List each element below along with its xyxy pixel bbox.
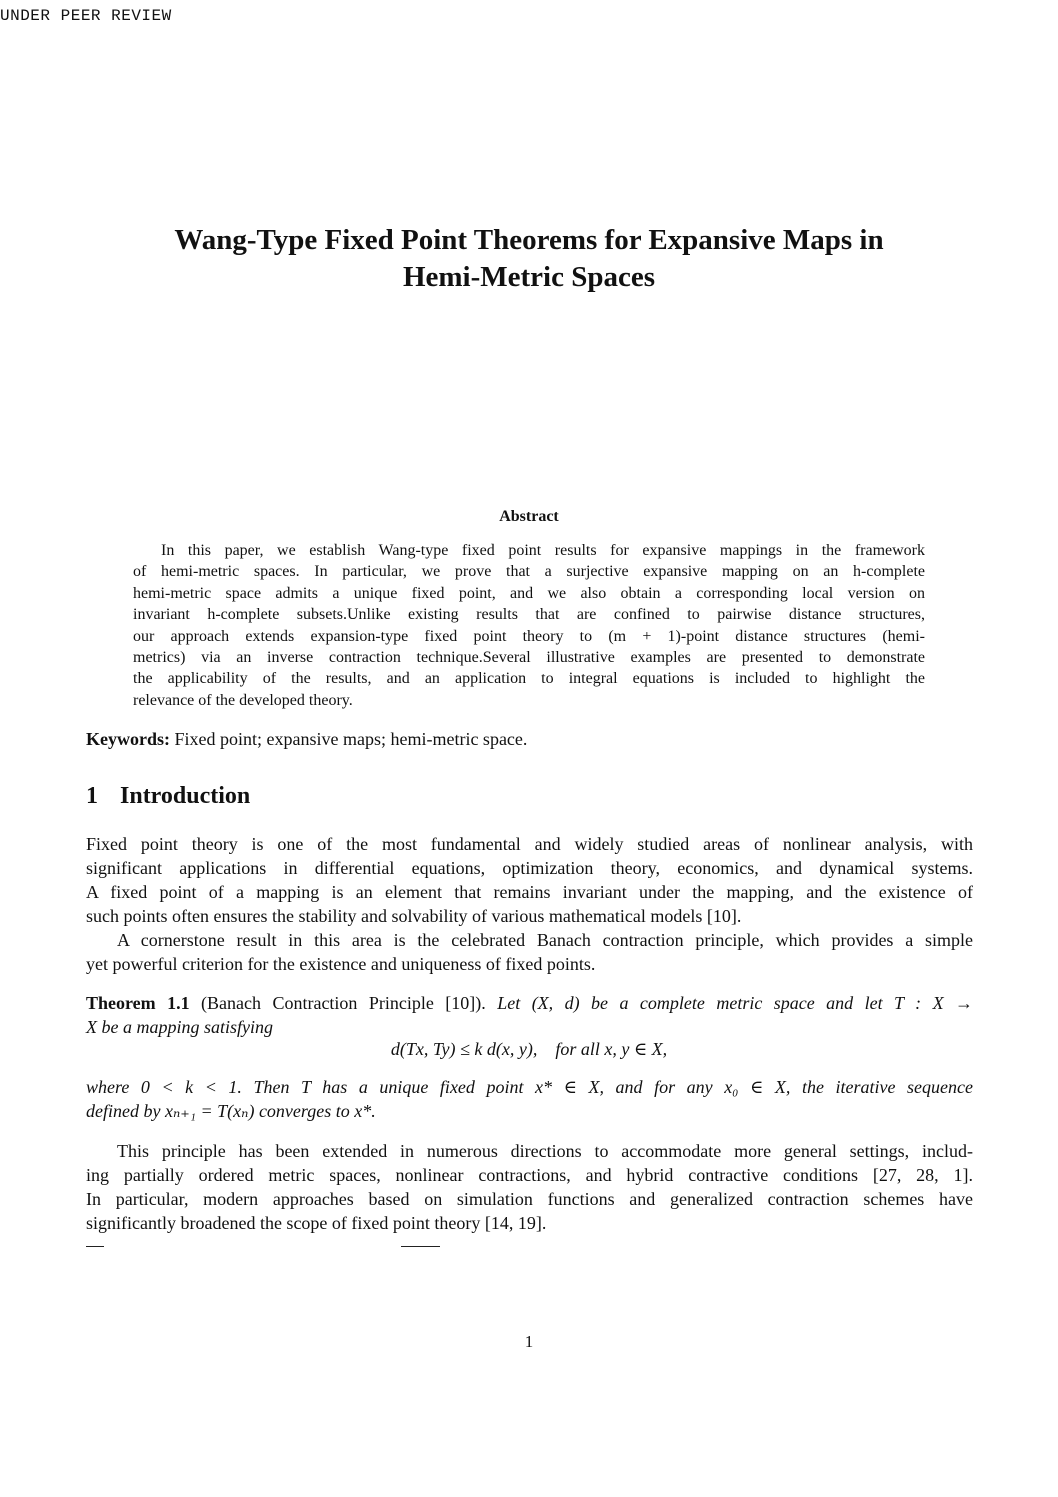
section-heading: [86, 783, 250, 810]
keywords-text: Fixed point; expansive maps; hemi-metric space.: [174, 729, 528, 749]
abstract-line: the applicability of the results, and an application to integral equations is included to highlight the: [133, 670, 925, 688]
abstract-line: invariant h-complete subsets.Unlike existing results that are confined to pairwise distance structures,: [133, 606, 925, 624]
abstract-line: metrics) via an inverse contraction technique.Several illustrative examples are presented to demonstrate: [133, 649, 925, 667]
paper-title: [60, 222, 998, 296]
theorem-line: defined by xₙ₊₁ = T(xₙ) converges to x*.: [86, 1101, 376, 1121]
theorem-equation: d(Tx, Ty) ≤ k d(x, y), for all x, y ∈ X,: [390, 1039, 668, 1059]
theorem-conclusion: [86, 1075, 973, 1123]
text-line: such points often ensures the stability and solvability of various mathematical models [10].: [86, 906, 742, 926]
abstract-line: In this paper, we establish Wang-type fixed point results for expansive mappings in the framework: [161, 542, 925, 559]
short-rule: [86, 1246, 104, 1247]
section-title: Introduction: [120, 783, 251, 809]
text-line: significant applications in differential equations, optimization theory, economics, and dynamical systems.: [86, 858, 973, 878]
text-line: yet powerful criterion for the existence and uniqueness of fixed points.: [86, 954, 596, 974]
text-line: ing partially ordered metric spaces, nonlinear contractions, and hybrid contractive conditions [27, 28, 1].: [86, 1165, 973, 1185]
review-watermark: UNDER PEER REVIEW: [0, 7, 172, 25]
theorem-line: [86, 991, 973, 1015]
text-line: This principle has been extended in numerous directions to accommodate more general settings, includ-: [117, 1141, 973, 1161]
short-rule: [401, 1246, 440, 1247]
text-line: A cornerstone result in this area is the celebrated Banach contraction principle, which provides a simple: [117, 930, 973, 950]
title-line: Wang-Type Fixed Point Theorems for Expansive Maps in: [174, 224, 884, 256]
keywords: [86, 729, 527, 750]
abstract-line: our approach extends expansion-type fixed point theory to (m + 1)-point distance structures (hemi-: [133, 627, 925, 645]
theorem-line: where 0 < k < 1. Then T has a unique fixed point x* ∈ X, and for any x₀ ∈ X, the iterative sequence: [86, 1077, 973, 1097]
text-line: In particular, modern approaches based on simulation functions and generalized contraction schemes have: [86, 1189, 973, 1209]
page-number: 1: [524, 1332, 534, 1351]
abstract-line: relevance of the developed theory.: [133, 691, 353, 709]
theorem-line: X be a mapping satisfying: [86, 1017, 273, 1037]
intro-paragraph-1: [86, 832, 973, 976]
abstract-line: hemi-metric space admits a unique fixed point, and we also obtain a corresponding local version on: [133, 584, 925, 602]
theorem-text: Let (X, d) be a complete metric space and let T : X →: [497, 993, 974, 1013]
theorem-1-1: [86, 991, 973, 1039]
keywords-label: Keywords:: [86, 729, 170, 749]
abstract-text: [133, 540, 925, 711]
text-line: A fixed point of a mapping is an element that remains invariant under the mapping, and the existence of: [86, 882, 973, 902]
intro-paragraph-3: [86, 1139, 973, 1235]
abstract-heading: Abstract: [499, 508, 559, 525]
text-line: significantly broadened the scope of fixed point theory [14, 19].: [86, 1213, 547, 1233]
theorem-note: (Banach Contraction Principle [10]).: [201, 993, 486, 1013]
title-line: Hemi-Metric Spaces: [402, 261, 656, 293]
text-line: Fixed point theory is one of the most fundamental and widely studied areas of nonlinear analysis, with: [86, 834, 973, 854]
section-number: 1: [86, 783, 98, 809]
abstract-line: of hemi-metric spaces. In particular, we prove that a surjective expansive mapping on an h-complete: [133, 563, 925, 581]
theorem-label: Theorem 1.1: [86, 993, 190, 1013]
